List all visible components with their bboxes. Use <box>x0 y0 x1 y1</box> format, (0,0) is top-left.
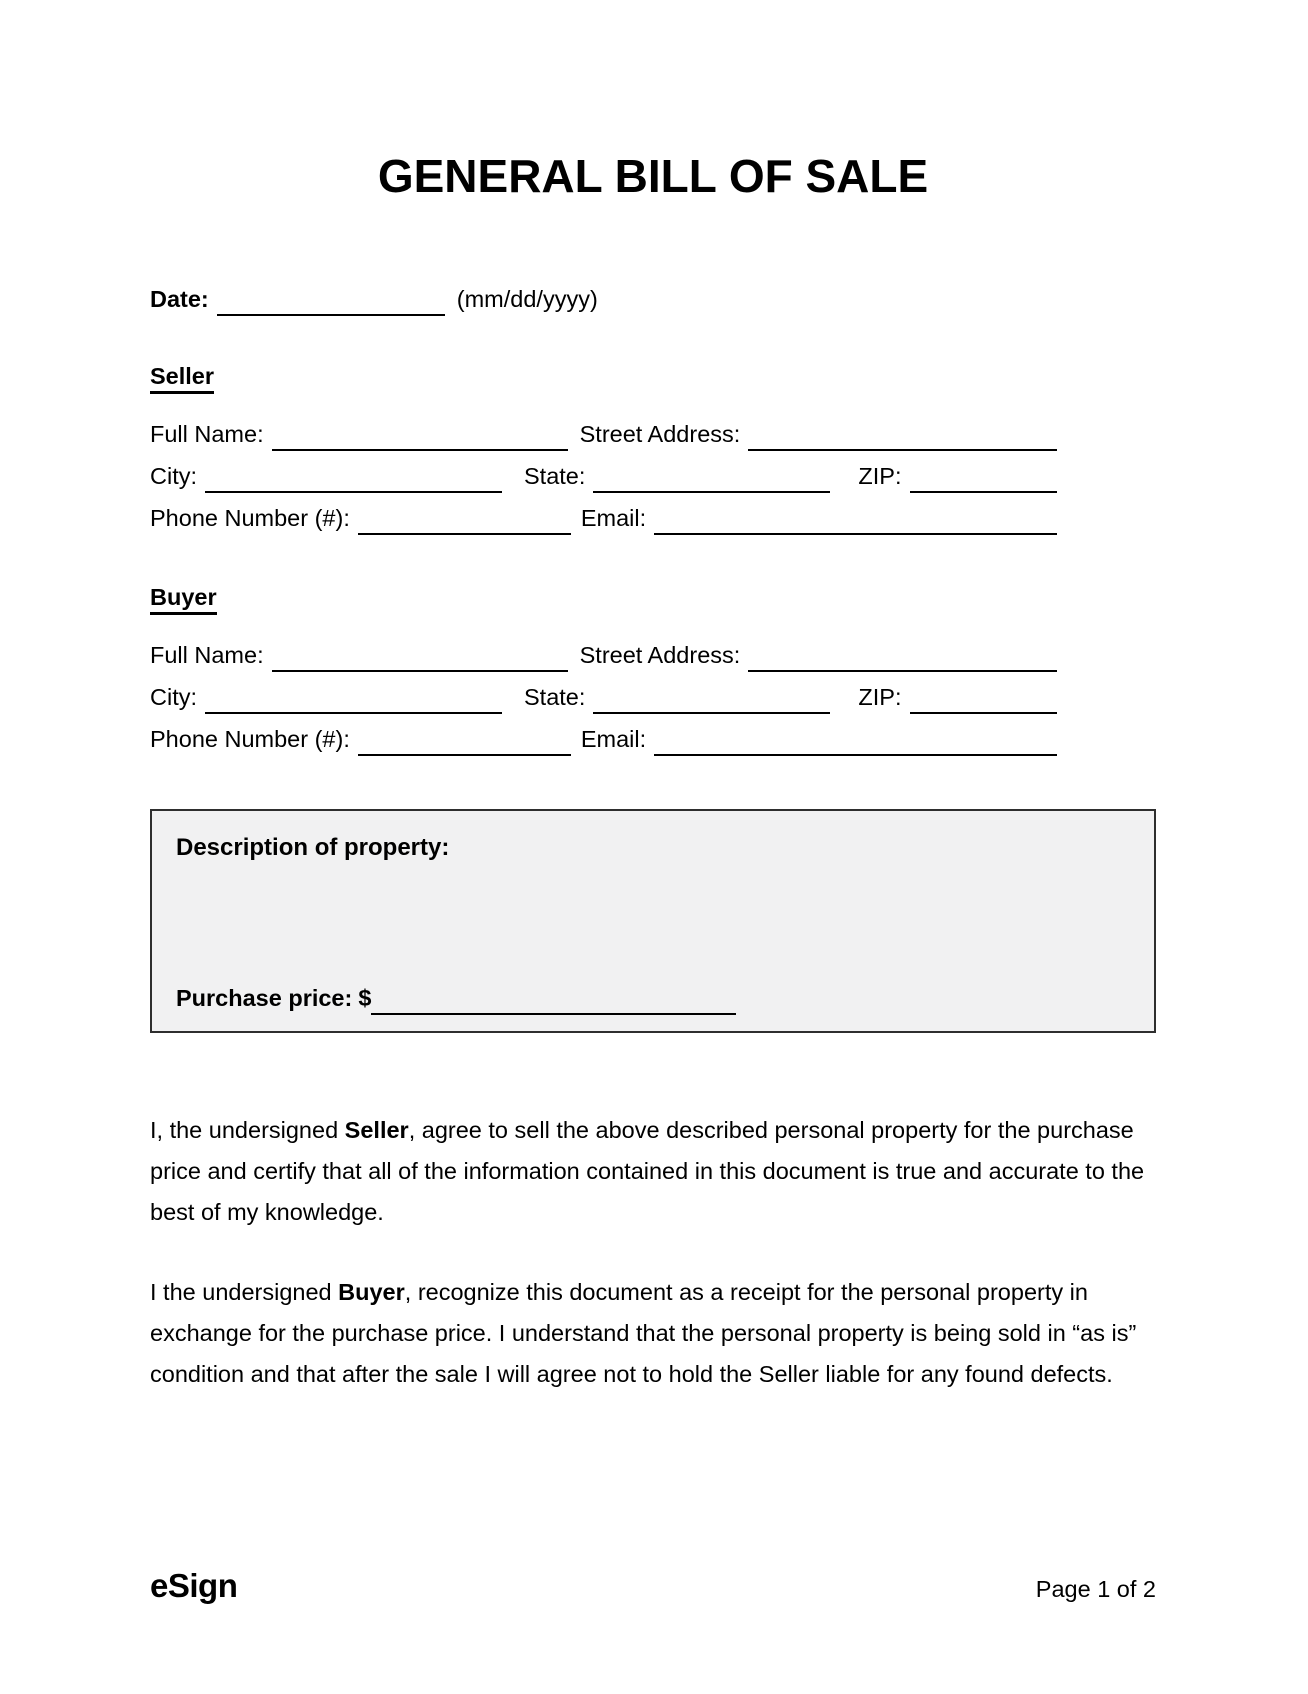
buyer-city-field[interactable] <box>205 683 502 714</box>
buyer-email-label: Email: <box>580 726 647 752</box>
purchase-price-label: Purchase price: <box>176 985 353 1011</box>
seller-heading <box>150 362 1156 394</box>
seller-street-address-label: Street Address: <box>579 421 741 447</box>
buyer-city-state-zip-row <box>150 681 1057 714</box>
property-description-field[interactable] <box>176 863 1130 982</box>
document-title: GENERAL BILL OF SALE <box>377 150 929 202</box>
buyer-clause-paragraph <box>150 1272 1156 1395</box>
buyer-phone-email-row <box>150 723 1057 756</box>
buyer-phone-field[interactable] <box>358 725 571 756</box>
buyer-heading-text: Buyer <box>150 583 217 615</box>
buyer-clause-suffix: , recognize this document as a receipt for the personal property in exchange for the purchase price. I understand that the personal property is being sold in “as is” condition and that after the sale I will agree not to hold the Seller liable for any found defects. <box>150 1279 1137 1387</box>
buyer-fields <box>150 639 1057 756</box>
buyer-zip-label: ZIP: <box>858 684 902 710</box>
page-indicator: Page 1 of 2 <box>1035 1576 1156 1602</box>
buyer-city-label: City: <box>150 684 197 710</box>
buyer-heading <box>150 583 1156 615</box>
buyer-section <box>150 583 1156 756</box>
seller-clause-prefix: I, the undersigned <box>150 1117 345 1143</box>
buyer-clause-bold-word: Buyer <box>338 1279 405 1305</box>
seller-state-field[interactable] <box>593 462 830 493</box>
seller-city-field[interactable] <box>205 462 502 493</box>
buyer-clause-prefix: I the undersigned <box>150 1279 339 1305</box>
seller-fields <box>150 418 1057 535</box>
seller-section <box>150 362 1156 535</box>
date-field[interactable] <box>217 285 445 316</box>
buyer-phone-label: Phone Number (#): <box>150 726 350 752</box>
seller-full-name-label: Full Name: <box>150 421 264 447</box>
purchase-price-field[interactable] <box>371 985 736 1015</box>
seller-name-address-row <box>150 418 1057 451</box>
purchase-price-row <box>176 982 1130 1015</box>
seller-city-label: City: <box>150 463 197 489</box>
seller-email-field[interactable] <box>654 504 1057 535</box>
date-label: Date: <box>150 286 209 312</box>
description-of-property-label: Description of property: <box>176 834 450 861</box>
buyer-state-field[interactable] <box>593 683 830 714</box>
buyer-zip-field[interactable] <box>910 683 1058 714</box>
buyer-street-address-field[interactable] <box>748 641 1057 672</box>
seller-zip-label: ZIP: <box>858 463 902 489</box>
seller-heading-text: Seller <box>150 362 214 394</box>
seller-city-state-zip-row <box>150 460 1057 493</box>
seller-phone-label: Phone Number (#): <box>150 505 350 531</box>
buyer-email-field[interactable] <box>654 725 1057 756</box>
buyer-state-label: State: <box>524 684 586 710</box>
esign-logo: eSign <box>150 1567 238 1604</box>
seller-phone-email-row <box>150 502 1057 535</box>
page-footer <box>150 1567 1156 1605</box>
property-description-box <box>150 809 1156 1033</box>
date-row <box>150 283 1057 316</box>
seller-phone-field[interactable] <box>358 504 571 535</box>
seller-email-label: Email: <box>580 505 647 531</box>
seller-street-address-field[interactable] <box>748 420 1057 451</box>
buyer-street-address-label: Street Address: <box>579 642 741 668</box>
seller-zip-field[interactable] <box>910 462 1058 493</box>
seller-clause-bold-word: Seller <box>344 1117 409 1143</box>
seller-full-name-field[interactable] <box>272 420 568 451</box>
buyer-name-address-row <box>150 639 1057 672</box>
seller-clause-suffix: , agree to sell the above described personal property for the purchase price and certify that all of the information contained in this document is true and accurate to the best of my knowledge. <box>150 1117 1145 1225</box>
seller-clause-paragraph <box>150 1110 1156 1233</box>
date-format-hint: (mm/dd/yyyy) <box>456 286 598 312</box>
currency-symbol: $ <box>358 985 372 1011</box>
seller-state-label: State: <box>524 463 586 489</box>
buyer-full-name-label: Full Name: <box>150 642 264 668</box>
buyer-full-name-field[interactable] <box>272 641 568 672</box>
